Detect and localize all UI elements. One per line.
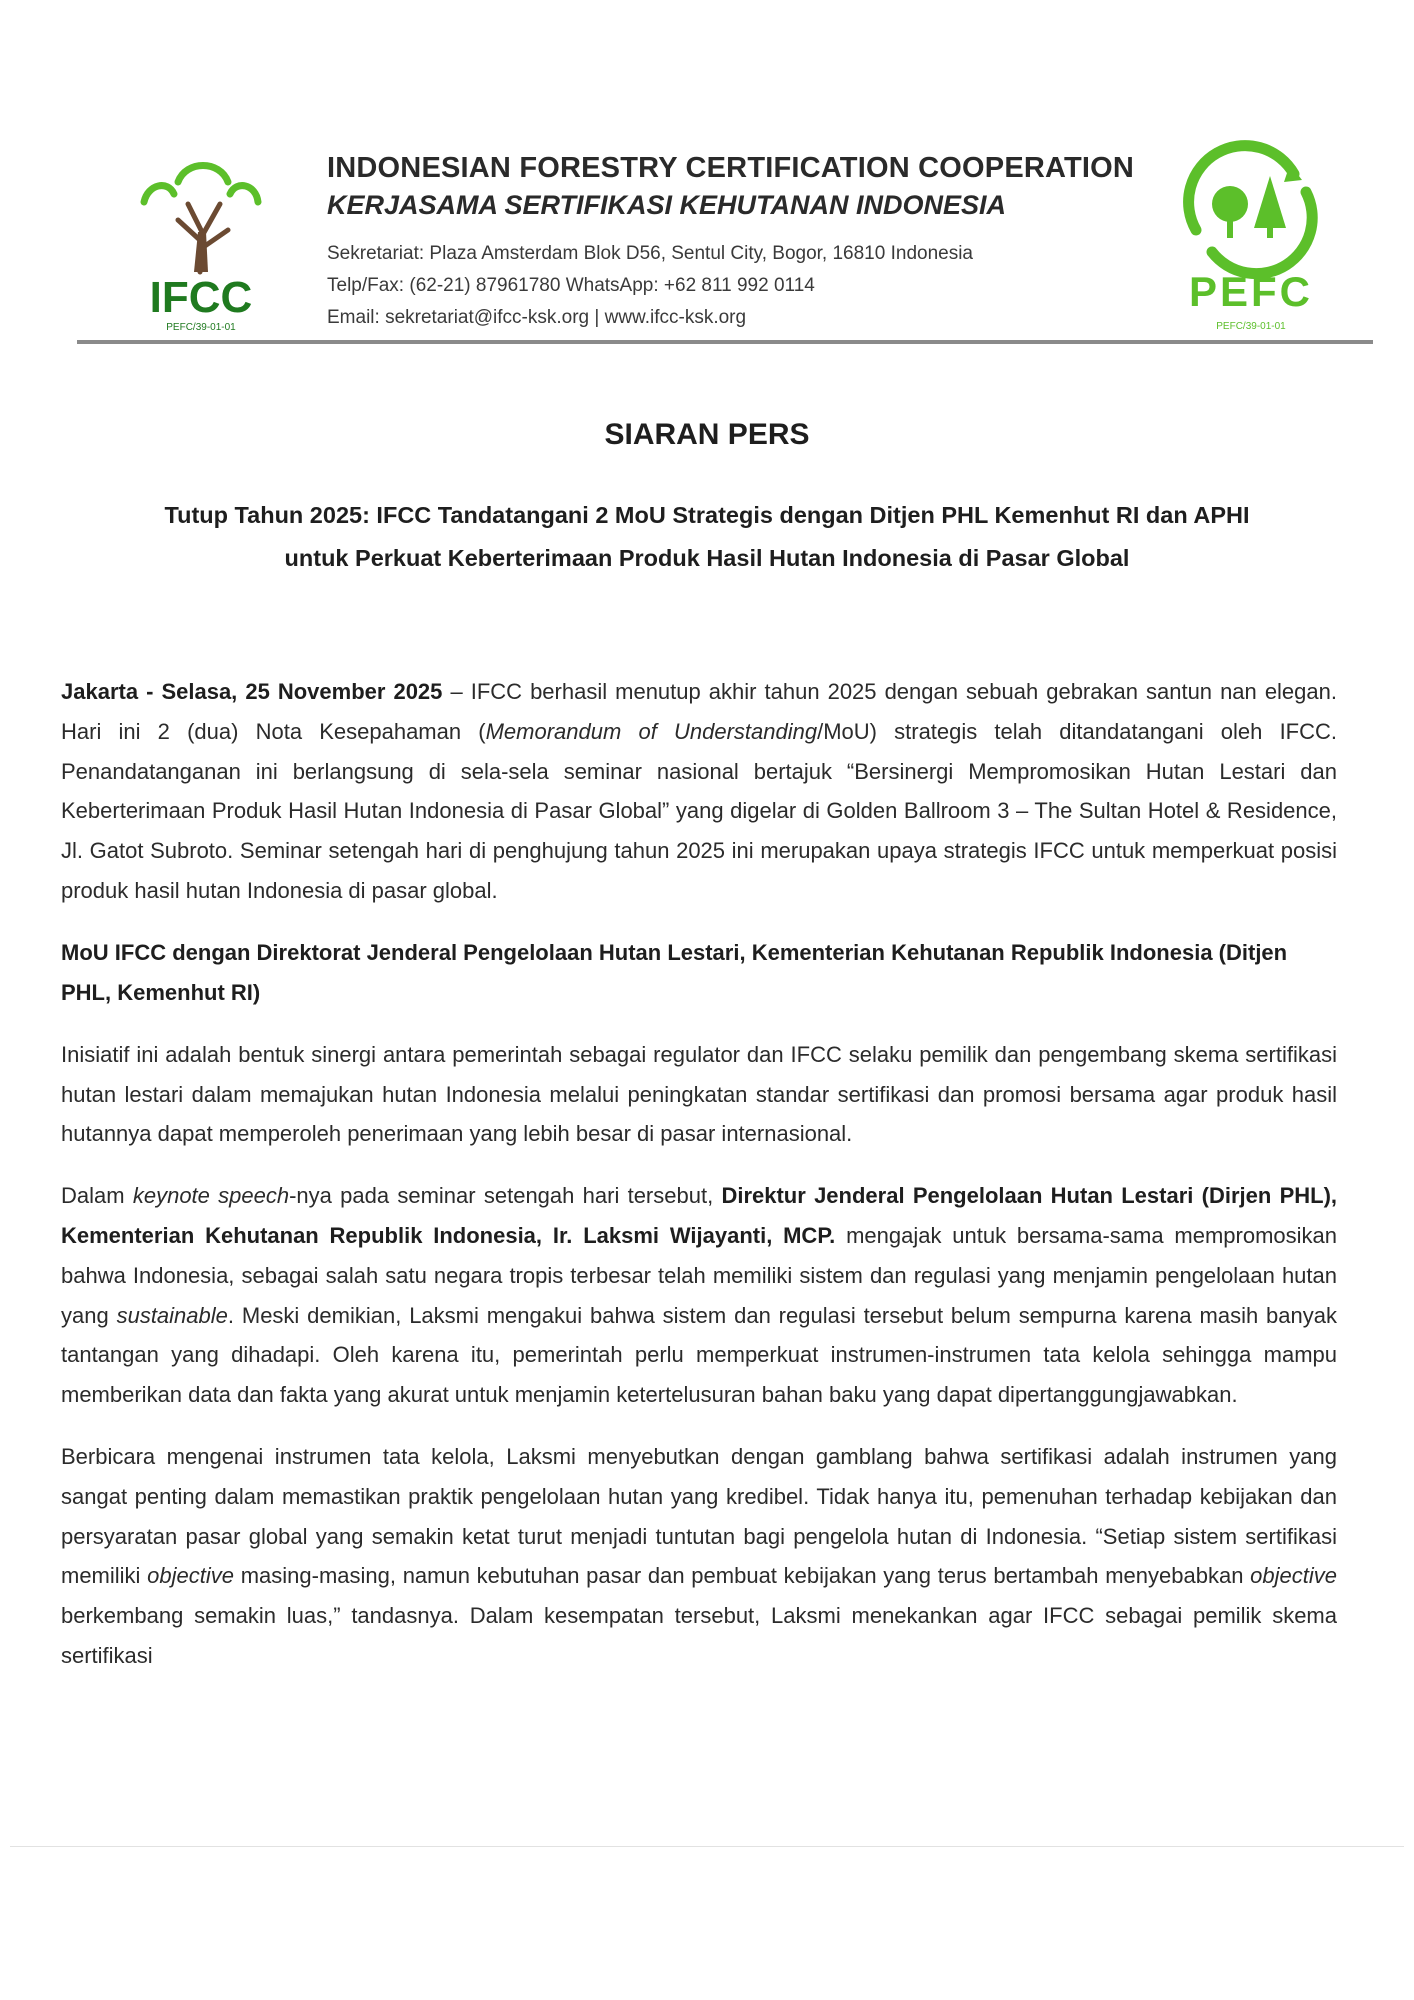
phone: Telp/Fax: (62-21) 87961780 WhatsApp: +62 811 992 0114: [327, 275, 815, 296]
pefc-logo-code: PEFC/39-01-01: [1216, 321, 1286, 332]
headline-line-2: untuk Perkuat Keberterimaan Produk Hasil Hutan Indonesia di Pasar Global: [284, 545, 1130, 571]
article-body: [61, 672, 1337, 1698]
email-web: Email: sekretariat@ifcc-ksk.org | www.ifcc-ksk.org: [327, 307, 747, 328]
press-release-label: SIARAN PERS: [604, 418, 810, 451]
page-bottom-divider: [10, 1846, 1404, 1847]
address: Sekretariat: Plaza Amsterdam Blok D56, Sentul City, Bogor, 16810 Indonesia: [327, 243, 973, 264]
paragraph-1: Jakarta - Selasa, 25 November 2025 – IFCC berhasil menutup akhir tahun 2025 dengan sebuah gebrakan santun nan elegan. Hari ini 2 (dua) Nota Kesepahaman (Memorandum of Understanding/MoU) strategis telah ditandatangani oleh IFCC. Penandatanganan ini berlangsung di sela-sela seminar nasional bertajuk “Bersinergi Mempromosikan Hutan Lestari dan Keberterimaan Produk Hasil Hutan Indonesia di Pasar Global” yang digelar di Golden Ballroom 3 – The Sultan Hotel & Residence, Jl. Gatot Subroto. Seminar setengah hari di penghujung tahun 2025 ini merupakan upaya strategis IFCC untuk memperkuat posisi produk hasil hutan Indonesia di pasar global.: [61, 679, 1338, 903]
subheading-mou-ditjen-phl: MoU IFCC dengan Direktorat Jenderal Pengelolaan Hutan Lestari, Kementerian Kehutanan Republik Indonesia (Ditjen PHL, Kemenhut RI): [61, 939, 1288, 1005]
paragraph-3: Dalam keynote speech-nya pada seminar setengah hari tersebut, Direktur Jenderal Pengelolaan Hutan Lestari (Dirjen PHL), Kementerian Kehutanan Republik Indonesia, Ir. Laksmi Wijayanti, MCP. mengajak untuk bersama-sama mempromosikan bahwa Indonesia, sebagai salah satu negara tropis terbesar telah memiliki sistem dan regulasi yang menjamin pengelolaan hutan yang sustainable. Meski demikian, Laksmi mengakui bahwa sistem dan regulasi tersebut belum sempurna karena masih banyak tantangan yang dihadapi. Oleh karena itu, pemerintah perlu memperkuat instrumen-instrumen tata kelola sehingga mampu memberikan data dan fakta yang akurat untuk menjamin ketertelusuran bahan baku yang dapat dipertanggungjawabkan.: [61, 1183, 1338, 1408]
ifcc-logo-code: PEFC/39-01-01: [166, 322, 236, 333]
ifcc-logo: [138, 132, 264, 334]
pefc-logo: [1178, 134, 1324, 336]
letterhead: [327, 150, 1135, 334]
press-headline: [60, 494, 1354, 580]
headline-line-1: Tutup Tahun 2025: IFCC Tandatangani 2 MoU Strategis dengan Ditjen PHL Kemenhut RI dan APHI: [164, 502, 1250, 528]
org-name-en: INDONESIAN FORESTRY CERTIFICATION COOPERATION: [327, 152, 1135, 184]
ifcc-logo-text: IFCC: [149, 273, 253, 322]
pefc-logo-text: PEFC: [1188, 268, 1314, 315]
paragraph-2: Inisiatif ini adalah bentuk sinergi antara pemerintah sebagai regulator dan IFCC selaku pemilik dan pengembang skema sertifikasi hutan lestari dalam memajukan hutan Indonesia melalui peningkatan standar sertifikasi dan promosi bersama agar produk hasil hutannya dapat memperoleh penerimaan yang lebih besar di pasar internasional.: [61, 1041, 1337, 1147]
paragraph-4: Berbicara mengenai instrumen tata kelola, Laksmi menyebutkan dengan gamblang bahwa sertifikasi adalah instrumen yang sangat penting dalam memastikan praktik pengelolaan hutan yang kredibel. Tidak hanya itu, pemenuhan terhadap kebijakan dan persyaratan pasar global yang semakin ketat turut menjadi tuntutan bagi pengelola hutan di Indonesia. “Setiap sistem sertifikasi memiliki objective masing-masing, namun kebutuhan pasar dan pembuat kebijakan yang terus bertambah menyebabkan objective berkembang semakin luas,” tandasnya. Dalam kesempatan tersebut, Laksmi menekankan agar IFCC sebagai pemilik skema sertifikasi: [61, 1443, 1337, 1668]
org-name-id: KERJASAMA SERTIFIKASI KEHUTANAN INDONESIA: [327, 190, 1007, 220]
dateline: Jakarta - Selasa, 25 November 2025: [61, 679, 443, 704]
letterhead-divider: [77, 340, 1373, 344]
